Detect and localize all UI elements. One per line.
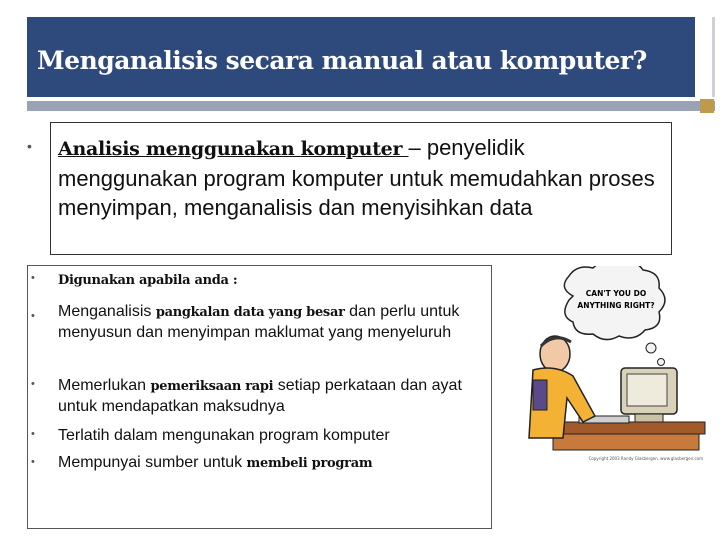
list-item-1-bold: Digunakan apabila anda : (58, 273, 238, 288)
list-item-2-post: dan perlu untuk menyusun dan menyimpan maklumat yang menyeluruh (58, 303, 460, 341)
desk-front (553, 434, 699, 450)
main-point-rest: – penyelidik menggunakan program komputer untuk memudahkan proses menyimpan, menganalisis dan menyisihkan data (58, 135, 655, 220)
list-item-2 (58, 302, 488, 343)
thought-bubble-2 (658, 359, 665, 366)
speech-line-1: CAN'T YOU DO (585, 289, 647, 298)
main-point-text (58, 133, 670, 222)
bullet-4: • (31, 428, 35, 440)
thought-bubble-1 (646, 343, 656, 353)
list-item-4-text: Terlatih dalam mengunakan program komputer (58, 427, 390, 444)
speech-line-2: ANYTHING RIGHT? (577, 301, 655, 310)
side-rule (712, 17, 715, 97)
cartoon-illustration (503, 266, 709, 462)
list-item-5 (58, 453, 488, 474)
list-item-3-pre: Memerlukan (58, 377, 151, 394)
list-item-5-pre: Mempunyai sumber untuk (58, 454, 247, 471)
bullet-3: • (31, 378, 35, 390)
list-item-2-pre: Menganalisis (58, 303, 156, 320)
slide-title: Menganalisis secara manual atau komputer? (37, 46, 647, 75)
list-item-5-bold: membeli program (246, 456, 373, 471)
accent-square (700, 99, 714, 113)
cartoon-copyright: Copyright 2003 Randy Glasbergen. www.glasbergen.com (588, 456, 703, 461)
monitor-screen (627, 374, 667, 406)
bullet-main: • (27, 138, 32, 154)
list-item-3-bold: pemeriksaan rapi (150, 379, 274, 394)
bullet-1: • (31, 272, 35, 284)
desk (547, 422, 705, 434)
list-item-2-bold: pangkalan data yang besar (155, 305, 345, 320)
list-item-3 (58, 376, 488, 417)
list-item-1 (58, 270, 237, 291)
bullet-2: • (31, 310, 35, 322)
chair-back (533, 380, 547, 410)
bullet-5: • (31, 456, 35, 468)
list-item-3-post: setiap perkataan dan ayat untuk mendapatkan maksudnya (58, 377, 462, 415)
divider-rule (27, 101, 715, 111)
list-item-4 (58, 426, 488, 446)
main-point-term: Analisis menggunakan komputer (58, 138, 409, 160)
